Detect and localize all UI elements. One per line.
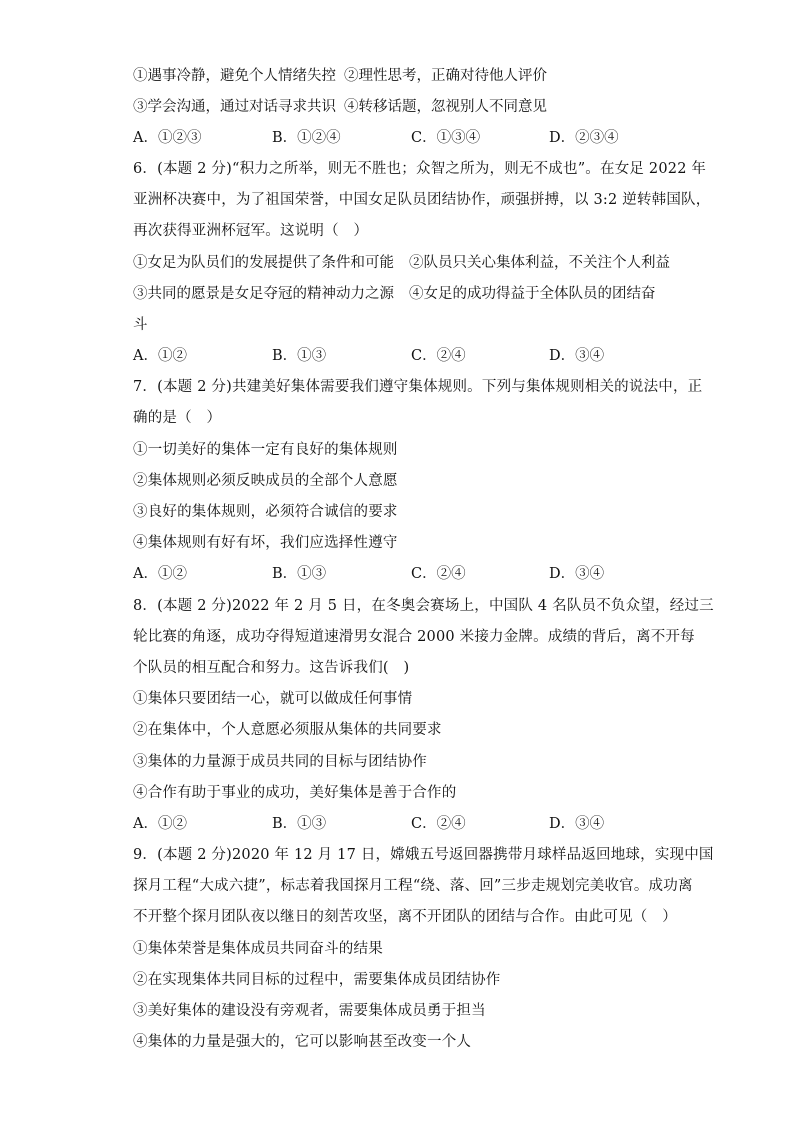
q8-options [133,814,673,834]
q8-statement-1: ①集体只要团结一心，就可以做成任何事情 [133,691,413,707]
q8-stem-line-1: 8．(本题 2 分)2022 年 2 月 5 日，在冬奥会赛场上，中国队 4 名队员不负众望，经过三 [133,598,714,614]
q9-statement-4: ④集体的力量是强大的，它可以影响甚至改变一个人 [133,1034,472,1050]
q9-statement-1: ①集体荣誉是集体成员共同奋斗的结果 [133,941,383,957]
statement-4: ④女足的成功得益于全体队员的团结奋 [409,286,656,302]
statement-1: ①遇事冷静，避免个人情绪失控 [133,68,336,84]
q8-statement-4: ④合作有助于事业的成功，美好集体是善于合作的 [133,785,457,801]
q8-stem-line-2: 轮比赛的角逐，成功夺得短道速滑男女混合 2000 米接力金牌。成绩的背后，离不开每 [133,629,695,645]
option-b[interactable]: B．①②④ [272,130,341,146]
option-b[interactable]: B．①③ [272,816,327,832]
q6-statements-row-2 [133,284,673,304]
statement-2: ②队员只关心集体利益，不关注个人利益 [409,255,670,271]
q9-statement-2: ②在实现集体共同目标的过程中，需要集体成员团结协作 [133,972,501,988]
q7-statement-2: ②集体规则必须反映成员的全部个人意愿 [133,473,398,489]
option-c[interactable]: C．①③④ [411,130,481,146]
q9-stem-line-3: 不开整个探月团队夜以继日的刻苦攻坚，离不开团队的团结与合作。由此可见（ ） [133,909,677,925]
q7-stem-line-2: 确的是（ ） [133,410,222,426]
q8-statement-2: ②在集体中，个人意愿必须服从集体的共同要求 [133,722,442,738]
q7-options [133,564,673,584]
option-a[interactable]: A．①② [133,348,187,364]
q9-stem-line-2: 探月工程“大成六捷”，标志着我国探月工程“绕、落、回”三步走规划完美收官。成功离 [133,878,693,894]
q6-statements-row-1 [133,253,673,273]
q9-stem-line-1: 9．(本题 2 分)2020 年 12 月 17 日，嫦娥五号返回器携带月球样品返回地球，实现中国 [133,847,714,863]
option-a[interactable]: A．①② [133,816,187,832]
option-a[interactable]: A．①② [133,566,187,582]
prev-statements-row-1 [133,66,673,86]
prev-options [133,128,673,148]
q7-statement-3: ③良好的集体规则，必须符合诚信的要求 [133,504,398,520]
q8-statement-3: ③集体的力量源于成员共同的目标与团结协作 [133,754,427,770]
q9-statement-3: ③美好集体的建设没有旁观者，需要集体成员勇于担当 [133,1003,486,1019]
option-d[interactable]: D．③④ [549,348,605,364]
statement-2: ②理性思考，正确对待他人评价 [344,68,547,84]
statement-1: ①女足为队员们的发展提供了条件和可能 [133,255,394,271]
option-d[interactable]: D．③④ [549,816,605,832]
option-c[interactable]: C．②④ [411,566,466,582]
statement-3: ③学会沟通，通过对话寻求共识 [133,99,336,115]
option-c[interactable]: C．②④ [411,816,466,832]
q6-statement-4-cont: 斗 [133,317,148,333]
prev-statements-row-2 [133,97,673,117]
option-b[interactable]: B．①③ [272,566,327,582]
q6-options [133,346,673,366]
q7-statement-4: ④集体规则有好有坏，我们应选择性遵守 [133,535,398,551]
q7-statement-1: ①一切美好的集体一定有良好的集体规则 [133,442,398,458]
q7-stem-line-1: 7．(本题 2 分)共建美好集体需要我们遵守集体规则。下列与集体规则相关的说法中，正 [133,379,703,395]
q8-stem-line-3: 个队员的相互配合和努力。这告诉我们( ) [133,660,410,676]
option-d[interactable]: D．③④ [549,566,605,582]
option-b[interactable]: B．①③ [272,348,327,364]
q6-stem-line-2: 亚洲杯决赛中，为了祖国荣誉，中国女足队员团结协作，顽强拼搏，以 3:2 逆转韩国队， [133,192,711,208]
option-a[interactable]: A．①②③ [133,130,202,146]
q6-stem-line-3: 再次获得亚洲杯冠军。这说明（ ） [133,223,369,239]
option-d[interactable]: D．②③④ [549,130,619,146]
statement-4: ④转移话题，忽视别人不同意见 [344,99,547,115]
statement-3: ③共同的愿景是女足夺冠的精神动力之源 [133,286,394,302]
q6-stem-line-1: 6．(本题 2 分)“积力之所举，则无不胜也；众智之所为，则无不成也”。在女足 2022 年 [133,161,707,177]
option-c[interactable]: C．②④ [411,348,466,364]
